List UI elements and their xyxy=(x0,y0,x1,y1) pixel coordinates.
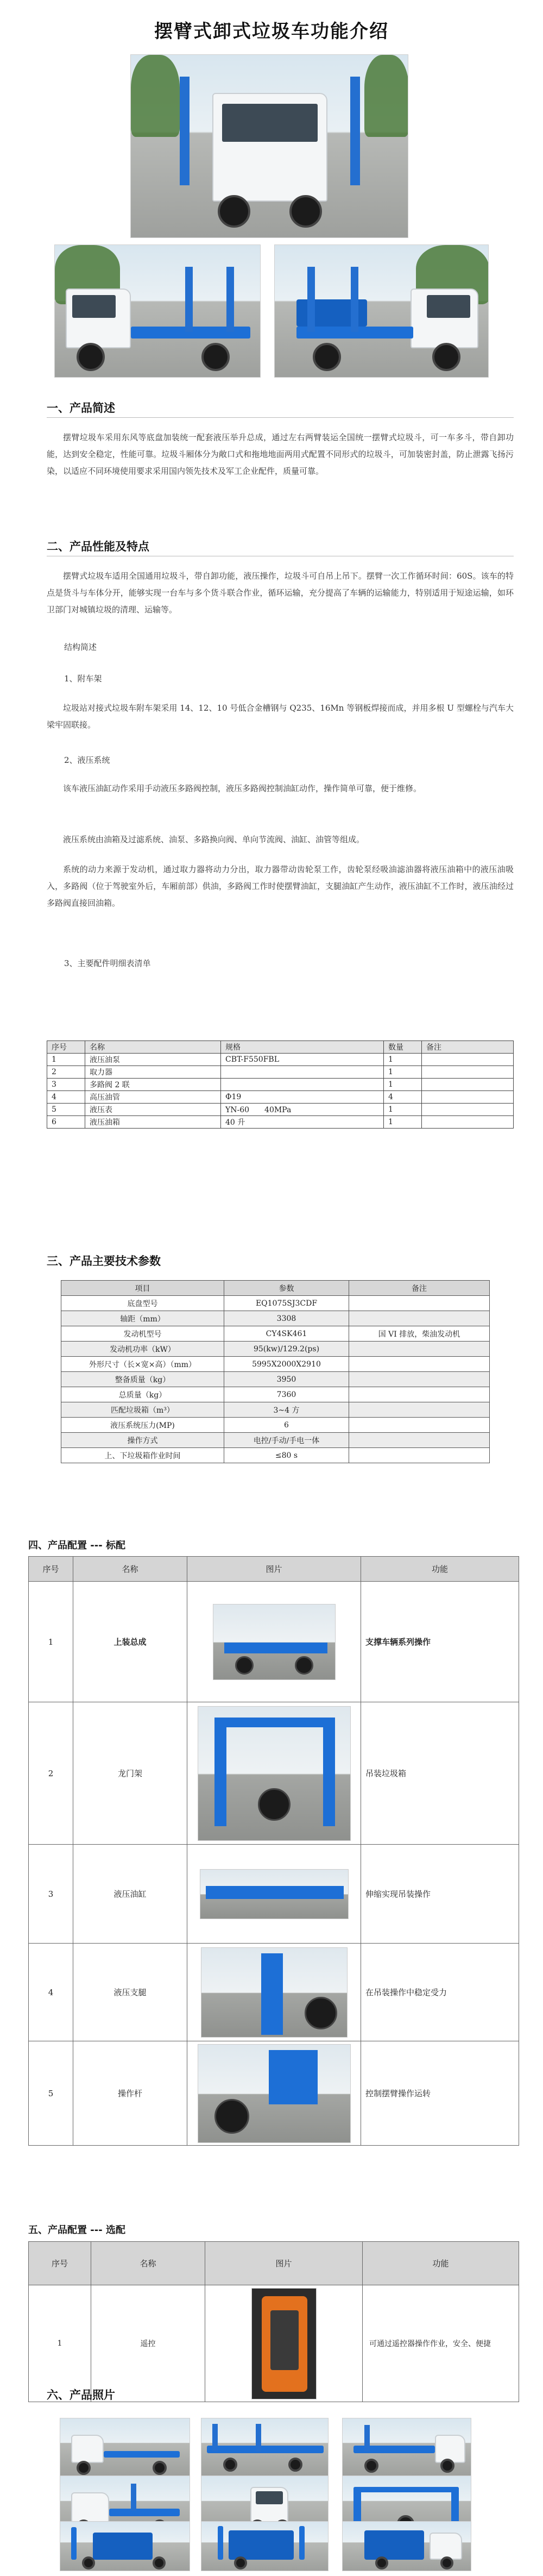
cell: 匹配垃圾箱（m³） xyxy=(61,1402,224,1418)
cell: EQ1075SJ3CDF xyxy=(224,1296,349,1311)
item2-text-2: 液压系统由油箱及过滤系统、油泵、多路换向阀、单向节流阀、油缸、油管等组成。 xyxy=(63,835,365,844)
cell-image xyxy=(187,1582,361,1702)
overview-text: 摆臂垃圾车采用东风等底盘加装统一配套液压举升总成，通过左右两臂装运全国统一摆臂式垃圾斗，可一车多斗，带自卸功能，达到安全稳定，性能可靠。垃圾斗厢体分为敞口式和拖地地面两用式配置不同形式的垃圾斗，可加装密封盖，防止泄露飞扬污染，以适应不同环境使用要求采用国内领先技术及军工企业配件，质量可靠。 xyxy=(47,433,514,476)
cell xyxy=(349,1433,490,1448)
section-heading-overview: 一、产品简述 xyxy=(47,402,115,415)
th-name: 名称 xyxy=(91,2242,205,2285)
cell: Φ19 xyxy=(221,1091,384,1104)
th-note: 备注 xyxy=(349,1281,490,1296)
table-row xyxy=(29,1944,519,2041)
item1-text: 垃圾站对接式垃圾车附车架采用 14、12、10 号低合金槽钢与 Q235、16Mn 等钢板焊接而成，并用多根 U 型螺栓与汽车大梁牢固联接。 xyxy=(47,703,514,730)
cell: 外形尺寸（长×宽×高）（mm） xyxy=(61,1357,224,1372)
cell: 3308 xyxy=(224,1311,349,1326)
cell xyxy=(349,1402,490,1418)
gantry-photo xyxy=(198,1706,351,1841)
hero-truck-photo-left xyxy=(54,245,261,378)
cell-function: 在吊装操作中稳定受力 xyxy=(361,1944,519,2041)
divider xyxy=(47,417,514,418)
cell xyxy=(422,1066,514,1079)
th-name: 名称 xyxy=(85,1041,221,1054)
th-spec: 规格 xyxy=(221,1041,384,1054)
opt-config-table xyxy=(28,2241,519,2402)
th-function: 功能 xyxy=(363,2242,519,2285)
cell-name: 遥控 xyxy=(91,2285,205,2402)
cell xyxy=(422,1079,514,1091)
th-image: 图片 xyxy=(205,2242,363,2285)
table-row xyxy=(61,1311,490,1326)
table-row xyxy=(47,1079,514,1091)
cell: 3~4 方 xyxy=(224,1402,349,1418)
cell: 1 xyxy=(384,1104,422,1116)
table-row xyxy=(47,1066,514,1079)
cell xyxy=(349,1418,490,1433)
table-row xyxy=(61,1402,490,1418)
structure-label: 结构简述 xyxy=(64,642,97,652)
cell: 1 xyxy=(384,1066,422,1079)
cell-no: 1 xyxy=(29,1582,73,1702)
cell xyxy=(349,1342,490,1357)
cell: 液压表 xyxy=(85,1104,221,1116)
table-row xyxy=(29,1702,519,1845)
cell-function: 可通过遥控器操作作业，安全、便捷 xyxy=(363,2285,519,2402)
table-row xyxy=(61,1448,490,1463)
cell-name: 上装总成 xyxy=(73,1582,187,1702)
cell: 高压油管 xyxy=(85,1091,221,1104)
hydraulic-cylinder-photo xyxy=(200,1869,349,1919)
cell: ≤80 s xyxy=(224,1448,349,1463)
cell-no: 3 xyxy=(29,1845,73,1944)
table-row xyxy=(61,1418,490,1433)
cell-no: 5 xyxy=(29,2041,73,2146)
cell: 液压系统压力(MP) xyxy=(61,1418,224,1433)
table-row xyxy=(47,1104,514,1116)
table-row xyxy=(47,1116,514,1129)
table-row xyxy=(61,1357,490,1372)
cell: 底盘型号 xyxy=(61,1296,224,1311)
th-image: 图片 xyxy=(187,1557,361,1582)
section-heading-features: 二、产品性能及特点 xyxy=(47,540,149,553)
gallery-photo xyxy=(60,2418,190,2477)
cell: 发动机功率（kW） xyxy=(61,1342,224,1357)
section-heading-photos: 六、产品照片 xyxy=(47,2389,115,2402)
cell: 电控/手动/手电一体 xyxy=(224,1433,349,1448)
cell: YN-60 40MPa xyxy=(221,1104,384,1116)
cell: 3 xyxy=(47,1079,85,1091)
table-row xyxy=(47,1054,514,1066)
table-row xyxy=(61,1433,490,1448)
cell: 液压油泵 xyxy=(85,1054,221,1066)
th-no: 序号 xyxy=(29,2242,91,2285)
cell: 4 xyxy=(47,1091,85,1104)
cell: 操作方式 xyxy=(61,1433,224,1448)
upper-assembly-photo xyxy=(213,1604,336,1680)
cell-name: 液压油缸 xyxy=(73,1845,187,1944)
cell: 5 xyxy=(47,1104,85,1116)
cell-no: 4 xyxy=(29,1944,73,2041)
cell: CBT-F550FBL xyxy=(221,1054,384,1066)
cell: 6 xyxy=(47,1116,85,1129)
spec-table xyxy=(61,1280,490,1463)
item3-label: 3、主要配件明细表清单 xyxy=(64,958,151,968)
item2-text-1: 该车液压油缸动作采用手动液压多路阀控制，液压多路阀控制油缸动作，操作简单可靠，便于维修。 xyxy=(63,784,422,793)
cell: 取力器 xyxy=(85,1066,221,1079)
cell-name: 龙门架 xyxy=(73,1702,187,1845)
cell: 4 xyxy=(384,1091,422,1104)
th-item: 项目 xyxy=(61,1281,224,1296)
cell: 5995X2000X2910 xyxy=(224,1357,349,1372)
cell: 1 xyxy=(384,1079,422,1091)
cell-function: 支撑车辆系列操作 xyxy=(361,1582,519,1702)
remote-control-photo xyxy=(251,2288,317,2399)
cell: 轴距（mm） xyxy=(61,1311,224,1326)
table-row xyxy=(29,1582,519,1702)
th-function: 功能 xyxy=(361,1557,519,1582)
cell-name: 操作杆 xyxy=(73,2041,187,2146)
cell xyxy=(349,1311,490,1326)
gallery-photo xyxy=(201,2521,329,2571)
item2-text-3: 系统的动力来源于发动机，通过取力器将动力分出，取力器带动齿轮泵工作，齿轮泵经吸油滤油器将液压油箱中的液压油吸入，多路阀（位于驾驶室外后，车厢前部）供油，多路阀工作时使摆臂油缸，支腿油缸产生动作，液压油缸不工作时，液压油经过多路阀直接回油箱。 xyxy=(47,864,514,908)
gallery-photo xyxy=(201,2418,329,2477)
cell xyxy=(349,1448,490,1463)
table-row xyxy=(29,2041,519,2146)
cell: 总质量（kg） xyxy=(61,1387,224,1402)
parts-table xyxy=(47,1041,514,1129)
cell-no: 1 xyxy=(29,2285,91,2402)
cell xyxy=(422,1116,514,1129)
section-heading-opt-config: 五、产品配置 --- 选配 xyxy=(28,2224,125,2236)
cell-no: 2 xyxy=(29,1702,73,1845)
cell: 7360 xyxy=(224,1387,349,1402)
cell-image xyxy=(187,1845,361,1944)
th-name: 名称 xyxy=(73,1557,187,1582)
table-row xyxy=(61,1342,490,1357)
cell: 1 xyxy=(384,1116,422,1129)
th-qty: 数量 xyxy=(384,1041,422,1054)
cell-function: 控制摆臂操作运转 xyxy=(361,2041,519,2146)
cell-image xyxy=(187,1702,361,1845)
cell-function: 伸缩实现吊装操作 xyxy=(361,1845,519,1944)
cell xyxy=(422,1091,514,1104)
th-no: 序号 xyxy=(29,1557,73,1582)
cell: 95(kw)/129.2(ps) xyxy=(224,1342,349,1357)
cell xyxy=(221,1079,384,1091)
cell: CY4SK461 xyxy=(224,1326,349,1342)
cell xyxy=(422,1104,514,1116)
cell: 整备质量（kg） xyxy=(61,1372,224,1387)
cell xyxy=(349,1372,490,1387)
cell xyxy=(349,1387,490,1402)
cell: 上、下垃圾箱作业时间 xyxy=(61,1448,224,1463)
cell: 6 xyxy=(224,1418,349,1433)
section-heading-specs: 三、产品主要技术参数 xyxy=(47,1255,161,1268)
cell: 40 升 xyxy=(221,1116,384,1129)
cell: 2 xyxy=(47,1066,85,1079)
cell xyxy=(221,1066,384,1079)
cell xyxy=(349,1296,490,1311)
table-row xyxy=(47,1091,514,1104)
cell: 国 VI 排放，柴油发动机 xyxy=(349,1326,490,1342)
cell xyxy=(422,1054,514,1066)
gallery-photo xyxy=(342,2521,471,2571)
th-param: 参数 xyxy=(224,1281,349,1296)
cell: 液压油箱 xyxy=(85,1116,221,1129)
table-row xyxy=(61,1326,490,1342)
cell-name: 液压支腿 xyxy=(73,1944,187,2041)
cell xyxy=(349,1357,490,1372)
cell-image xyxy=(187,2041,361,2146)
cell-image xyxy=(205,2285,363,2402)
gallery-photo xyxy=(60,2521,190,2571)
hero-truck-photo-right xyxy=(274,245,489,378)
cell: 1 xyxy=(384,1054,422,1066)
cell: 3950 xyxy=(224,1372,349,1387)
item1-label: 1、附车架 xyxy=(64,674,102,684)
hydraulic-leg-photo xyxy=(201,1947,348,2038)
features-text: 摆臂式垃圾车适用全国通用垃圾斗，带自卸功能，液压操作，垃圾斗可自吊上吊下。摆臂一次工作循环时间：60S。该车的特点是货斗与车体分开，能够实现一台车与多个货斗联合作业，循环运输，充分提高了车辆的运输能力，特别适用于短途运输，如环卫部门对城镇垃圾的清理、运输等。 xyxy=(47,571,514,615)
gallery-photo xyxy=(342,2418,471,2477)
table-row xyxy=(61,1372,490,1387)
cell: 1 xyxy=(47,1054,85,1066)
item2-label: 2、液压系统 xyxy=(64,755,110,765)
section-heading-std-config: 四、产品配置 --- 标配 xyxy=(28,1540,125,1551)
table-row xyxy=(61,1296,490,1311)
cell: 发动机型号 xyxy=(61,1326,224,1342)
hero-truck-photo-front xyxy=(130,54,408,238)
th-no: 序号 xyxy=(47,1041,85,1054)
table-row xyxy=(29,2285,519,2402)
cell: 多路阀 2 联 xyxy=(85,1079,221,1091)
control-lever-photo xyxy=(198,2044,351,2143)
cell-function: 吊装垃圾箱 xyxy=(361,1702,519,1845)
table-row xyxy=(61,1387,490,1402)
std-config-table xyxy=(28,1556,519,2146)
cell-image xyxy=(187,1944,361,2041)
th-note: 备注 xyxy=(422,1041,514,1054)
table-row xyxy=(29,1845,519,1944)
page-title: 摆臂式卸式垃圾车功能介绍 xyxy=(154,21,389,42)
